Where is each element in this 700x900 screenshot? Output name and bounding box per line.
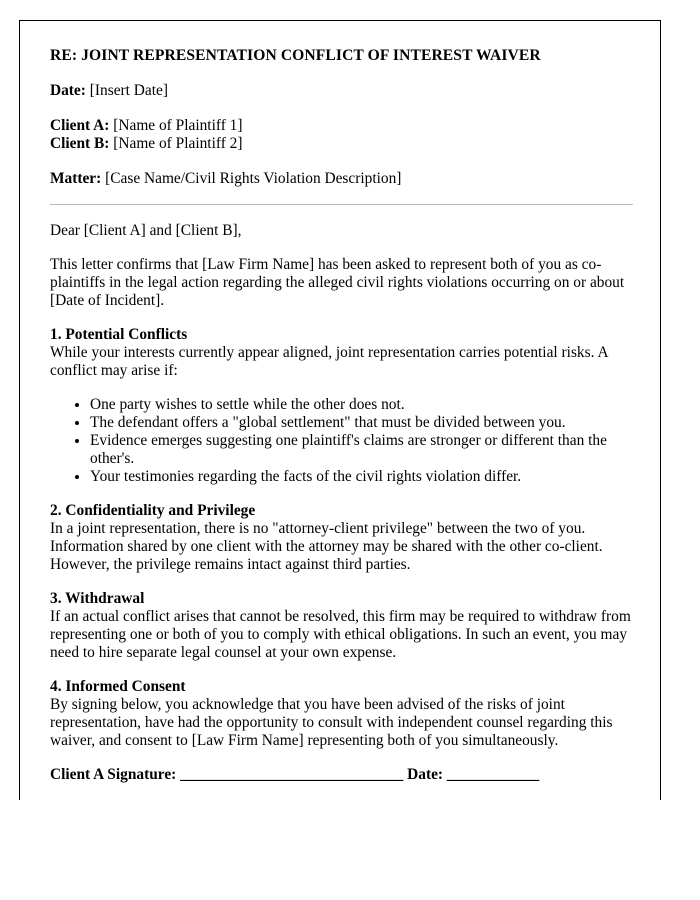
list-item: • The defendant offers a "global settlement" that must be divided between you. <box>90 414 633 432</box>
section-heading: 3. Withdrawal <box>50 590 145 607</box>
section-heading: 2. Confidentiality and Privilege <box>50 502 256 519</box>
date-value: [Insert Date] <box>85 82 168 99</box>
section-body: While your interests currently appear aligned, joint representation carries potential risks. A conflict may arise if: <box>50 344 608 379</box>
matter-value: [Case Name/Civil Rights Violation Description] <box>101 170 402 187</box>
list-item: • Evidence emerges suggesting one plaintiff's claims are stronger or different than the other's. <box>90 432 633 468</box>
date-label: Date: <box>50 82 86 99</box>
date-line <box>50 82 633 100</box>
client-b-label: Client B: <box>50 135 110 152</box>
matter-line <box>50 170 633 188</box>
client-a-label: Client A: <box>50 117 110 134</box>
conflict-list <box>50 396 633 486</box>
header-divider <box>50 204 633 205</box>
client-a-line <box>50 117 633 135</box>
section-withdrawal <box>50 590 633 662</box>
client-b-line <box>50 135 633 153</box>
salutation: Dear [Client A] and [Client B], <box>50 222 242 239</box>
section-body: In a joint representation, there is no "attorney-client privilege" between the two of you. Information shared by one client with the attorney may be shared with the other co-client. However, the privilege remains intact against third parties. <box>50 520 603 573</box>
list-item: • Your testimonies regarding the facts of the civil rights violation differ. <box>90 468 633 486</box>
section-heading: 1. Potential Conflicts <box>50 326 188 343</box>
matter-label: Matter: <box>50 170 102 187</box>
client-b-value: [Name of Plaintiff 2] <box>109 135 243 152</box>
list-item: • One party wishes to settle while the other does not. <box>90 396 633 414</box>
section-potential-conflicts <box>50 326 633 486</box>
document-title: RE: JOINT REPRESENTATION CONFLICT OF INTEREST WAIVER <box>50 47 541 64</box>
clients-block <box>50 117 633 153</box>
signature-line: Client A Signature: _____________________________ Date: ____________ <box>50 766 540 783</box>
section-heading: 4. Informed Consent <box>50 678 186 695</box>
document-page <box>19 20 661 800</box>
section-body: By signing below, you acknowledge that you have been advised of the risks of joint representation, have had the opportunity to consult with independent counsel regarding this waiver, and consent to [Law Firm Name] representing both of you simultaneously. <box>50 696 613 749</box>
section-informed-consent <box>50 678 633 750</box>
section-body: If an actual conflict arises that cannot be resolved, this firm may be required to withdraw from representing one or both of you to comply with ethical obligations. In such an event, you may need to hire separate legal counsel at your own expense. <box>50 608 631 661</box>
document-content <box>50 47 633 784</box>
client-a-value: [Name of Plaintiff 1] <box>109 117 243 134</box>
intro-paragraph: This letter confirms that [Law Firm Name] has been asked to represent both of you as co-plaintiffs in the legal action regarding the alleged civil rights violations occurring on or about [Date of Incident]. <box>50 256 625 309</box>
section-confidentiality <box>50 502 633 574</box>
